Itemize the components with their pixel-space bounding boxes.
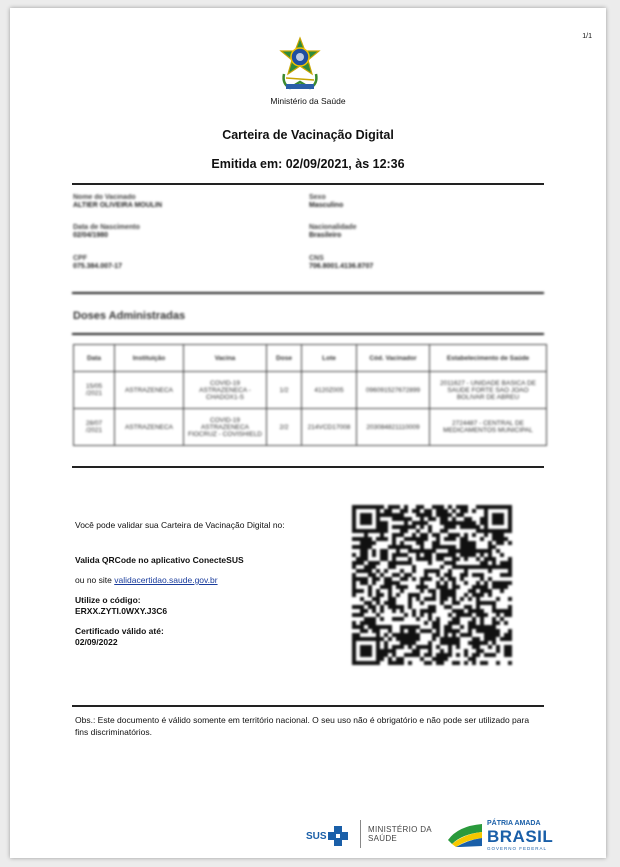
cell-dose: 1/2 xyxy=(267,372,302,409)
certificate-page xyxy=(10,8,606,858)
code-label: Utilize o código: xyxy=(75,595,141,605)
doses-header-row xyxy=(74,345,547,372)
ministry-name: Ministério da Saúde xyxy=(270,96,346,106)
code-value: ERXX.ZYTI.0WXY.J3C6 xyxy=(75,606,168,616)
document-title: Carteira de Vacinação Digital xyxy=(222,128,394,142)
cell-dose: 2/2 xyxy=(267,409,302,446)
name-label: Nome do Vacinado xyxy=(73,194,136,201)
cell-vaccinator-code: 096091527672899 xyxy=(357,372,430,409)
sex-field xyxy=(309,194,509,209)
sus-cross-icon xyxy=(327,825,349,847)
doses-title: Doses Administradas xyxy=(73,310,186,322)
cell-date: 28/07 /2021 xyxy=(74,409,115,446)
header-vaccine: Vacina xyxy=(184,345,267,372)
sus-text: SUS xyxy=(306,830,327,842)
cns-value: 706.8001.4136.8707 xyxy=(309,263,374,270)
divider xyxy=(72,183,544,185)
birth-value: 02/04/1980 xyxy=(73,232,109,239)
sex-label: Sexo xyxy=(309,194,326,201)
cell-date: 15/05 /2021 xyxy=(74,372,115,409)
qr-code xyxy=(352,505,512,665)
validity xyxy=(75,626,164,648)
cpf-field xyxy=(73,255,273,270)
cell-vaccinator-code: 203084821110009 xyxy=(357,409,430,446)
validation-code xyxy=(75,595,167,617)
national-coat-of-arms-icon xyxy=(278,36,322,94)
ministry-logo-text xyxy=(368,825,432,843)
page-number: 1/1 xyxy=(582,33,592,40)
ministry-line2: SAÚDE xyxy=(368,834,398,843)
divider xyxy=(72,466,544,468)
sex-value: Masculino xyxy=(309,202,344,209)
cell-lot: 214VCD17008 xyxy=(302,409,357,446)
validity-value: 02/09/2022 xyxy=(75,637,118,647)
header-health-facility: Estabelecimento de Saúde xyxy=(430,345,547,372)
name-value: ALTIER OLIVEIRA MOULIN xyxy=(73,202,163,209)
issue-date: Emitida em: 02/09/2021, às 12:36 xyxy=(211,157,405,171)
cell-vaccine: COVID-19 ASTRAZENECA FIOCRUZ - COVISHIELD xyxy=(184,409,267,446)
nationality-field xyxy=(309,224,509,239)
government-flag-logo-icon xyxy=(446,820,484,848)
table-row xyxy=(74,372,547,409)
validity-label: Certificado válido até: xyxy=(75,626,164,636)
ministry-line1: MINISTÉRIO DA xyxy=(368,825,432,834)
patria-amada-brasil-logo xyxy=(487,819,553,854)
cell-health-facility: 2724487 - CENTRAL DE MEDICAMENTOS MUNICIPAL xyxy=(430,409,547,446)
cell-health-facility: 2011627 - UNIDADE BASICA DE SAUDE FORTE SAO JOAO BOLIVAR DE ABREU xyxy=(430,372,547,409)
gov-text: GOVERNO FEDERAL xyxy=(487,846,548,851)
header-lot: Lote xyxy=(302,345,357,372)
cpf-label: CPF xyxy=(73,255,87,262)
name-field xyxy=(73,194,273,209)
validation-site-link[interactable]: validacertidao.saude.gov.br xyxy=(114,575,218,585)
patria-text: PÁTRIA AMADA xyxy=(487,820,541,827)
birth-label: Data de Nascimento xyxy=(73,224,140,231)
site-prefix: ou no site xyxy=(75,575,115,585)
brasil-text: BRASIL xyxy=(487,827,554,846)
validation-site xyxy=(75,575,218,585)
cell-institution: ASTRAZENECA xyxy=(115,372,184,409)
validation-intro: Você pode validar sua Carteira de Vacinação Digital no: xyxy=(75,520,285,530)
divider xyxy=(72,292,544,294)
header-date: Data xyxy=(74,345,115,372)
header-vaccinator-code: Cód. Vacinador xyxy=(357,345,430,372)
header-dose: Dose xyxy=(267,345,302,372)
cns-field xyxy=(309,255,509,270)
sus-logo xyxy=(306,824,349,848)
observation-note: Obs.: Este documento é válido somente em território nacional. O seu uso não é obrigatório e não pode ser utilizado para fins discriminatórios. xyxy=(75,715,530,737)
divider xyxy=(72,333,544,335)
birth-field xyxy=(73,224,273,239)
divider xyxy=(72,705,544,707)
nationality-value: Brasileiro xyxy=(309,232,342,239)
cpf-value: 075.384.007-17 xyxy=(73,263,123,270)
table-row xyxy=(74,409,547,446)
cns-label: CNS xyxy=(309,255,324,262)
cell-vaccine: COVID-19 ASTRAZENECA - CHADOX1-S xyxy=(184,372,267,409)
footer-separator xyxy=(360,820,361,848)
nationality-label: Nacionalidade xyxy=(309,224,357,231)
header-institution: Instituição xyxy=(115,345,184,372)
cell-institution: ASTRAZENECA xyxy=(115,409,184,446)
cell-lot: 4120Z005 xyxy=(302,372,357,409)
doses-table xyxy=(73,344,547,446)
validation-app: Valida QRCode no aplicativo ConecteSUS xyxy=(75,555,244,565)
